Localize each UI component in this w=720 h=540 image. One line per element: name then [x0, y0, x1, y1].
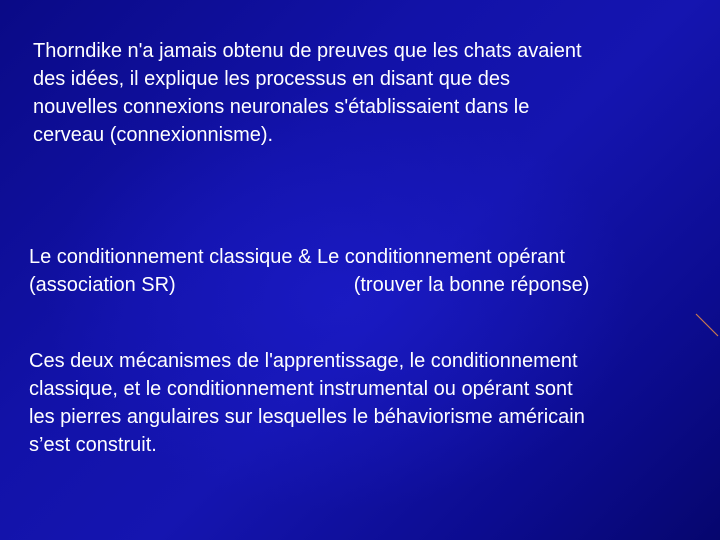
conclusion-line-3: les pierres angulaires sur lesquelles le béhaviorisme américain	[29, 406, 585, 428]
intro-paragraph	[33, 37, 582, 149]
conclusion-line-2: classique, et le conditionnement instrumental ou opérant sont	[29, 378, 573, 400]
intro-line-4: cerveau (connexionnisme).	[33, 124, 274, 146]
conclusion-line-4: s’est construit.	[29, 434, 157, 456]
intro-line-1: Thorndike n'a jamais obtenu de preuves que les chats avaient	[33, 40, 582, 62]
conclusion-paragraph	[29, 347, 585, 459]
decorative-diagonal-line	[694, 312, 720, 338]
comparison-notes	[29, 271, 589, 299]
comparison-paragraph	[29, 243, 589, 299]
intro-line-2: des idées, il explique les processus en disant que des	[33, 68, 510, 90]
classical-note: (association SR)	[29, 274, 176, 296]
intro-line-3: nouvelles connexions neuronales s'établissaient dans le	[33, 96, 530, 118]
conclusion-line-1: Ces deux mécanismes de l'apprentissage, le conditionnement	[29, 350, 578, 372]
comparison-line: Le conditionnement classique & Le conditionnement opérant	[29, 246, 565, 268]
operant-note: (trouver la bonne réponse)	[353, 274, 590, 296]
